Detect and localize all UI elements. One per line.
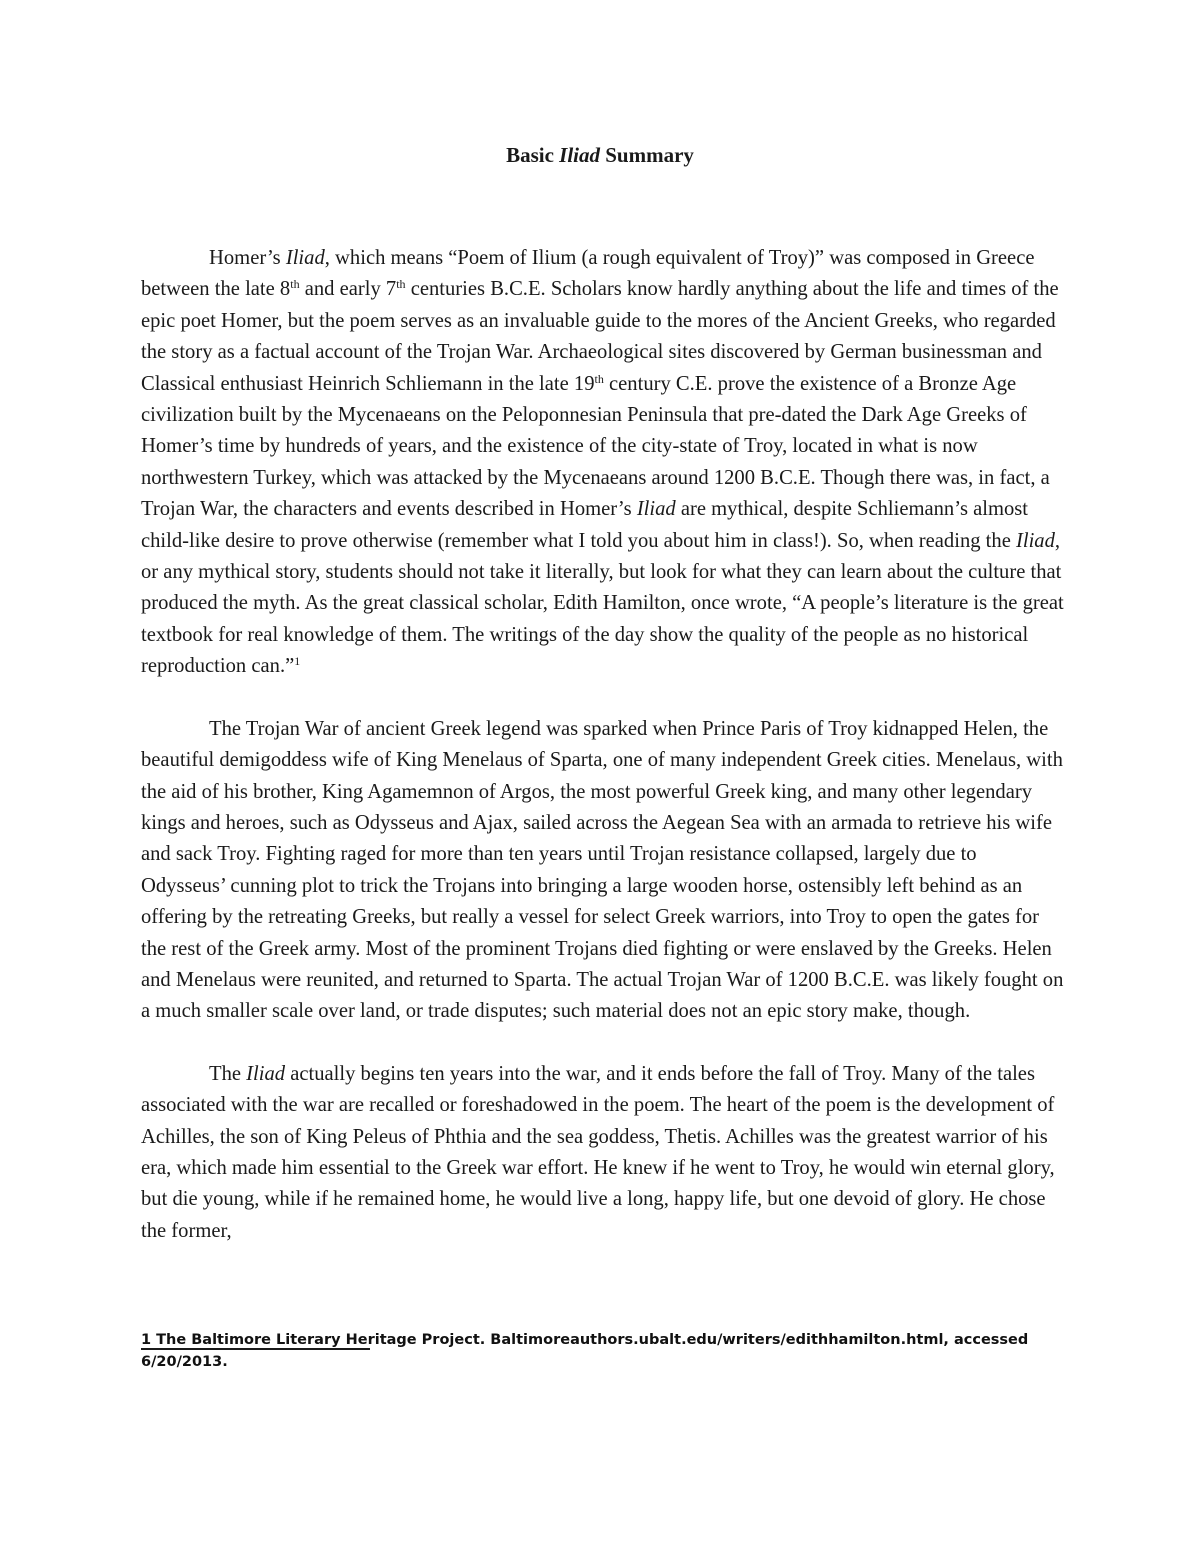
text-run: and early 7 — [299, 278, 397, 301]
text-run: , or any mythical story, students should not take it literally, but look for what they can learn about the culture that produced the myth. As the great classical scholar, Edith Hamilton, once wrote, “A people’s literature is the great textbook for real knowledge of them. The writings of the day show the quality of the people as no historical reproduction can.” — [141, 529, 1064, 678]
footnote — [141, 1330, 1041, 1373]
title-suffix: Summary — [600, 143, 694, 167]
body-paragraph — [141, 243, 1066, 683]
text-run: , which means “Poem of Ilium (a rough equivalent of Troy)” was composed in Greece between the late 8 — [141, 247, 1035, 301]
text-run: actually begins ten years into the war, and it ends before the fall of Troy. Many of the tales associated with the war are recalled or foreshadowed in the poem. The heart of the poem is the development of Achilles, the son of King Peleus of Phthia and the sea goddess, Thetis. Achilles was the greatest warrior of his era, which made him essential to the Greek war effort. He knew if he went to Troy, he would win eternal glory, but die young, while if he remained home, he would live a long, happy life, but one devoid of glory. He chose the former, — [141, 1062, 1055, 1242]
text-run: are mythical, despite Schliemann’s almost child-like desire to prove otherwise (remember what I told you about him in class!). So, when reading the — [141, 498, 1029, 552]
text-run: Homer’s — [209, 247, 286, 269]
text-run: The — [209, 1062, 247, 1085]
document-title — [0, 143, 1200, 168]
body-paragraph — [141, 714, 1066, 1028]
italic-title: Iliad — [1016, 529, 1055, 552]
superscript: th — [594, 371, 604, 386]
document-body — [141, 243, 1066, 1247]
superscript: th — [396, 277, 406, 292]
text-run: centuries B.C.E. Scholars know hardly anything about the life and times of the epic poet Homer, but the poem serves as an invaluable guide to the mores of the Ancient Greeks, who regarded the story as a factual account of the Trojan War. Archaeological sites discovered by German businessman and Classical enthusiast Heinrich Schliemann in the late 19 — [141, 278, 1059, 395]
title-prefix: Basic — [506, 143, 560, 167]
text-run: The Trojan War of ancient Greek legend was sparked when Prince Paris of Troy kidnapped Helen, the beautiful demigoddess wife of King Menelaus of Sparta, one of many independent Greek cities. Menelaus, with the aid of his brother, King Agamemnon of Argos, the most powerful Greek king, and many other legendary kings and heroes, such as Odysseus and Ajax, sailed across the Aegean Sea with an armada to retrieve his wife and sack Troy. Fighting raged for more than ten years until Trojan resistance collapsed, largely due to Odysseus’ cunning plot to trick the Trojans into bringing a large wooden horse, ostensibly left behind as an offering by the retreating Greeks, but really a vessel for select Greek warriors, into Troy to open the gates for the rest of the Greek army. Most of the prominent Trojans died fighting or were enslaved by the Greeks. Helen and Menelaus were reunited, and returned to Sparta. The actual Trojan War of 1200 B.C.E. was likely fought on a much smaller scale over land, or trade disputes; such material does not an epic story make, though. — [141, 717, 1064, 1023]
superscript: th — [290, 277, 300, 292]
footnote-line-1: 1 The Baltimore Literary Heritage Project. Baltimoreauthors.ubalt.edu/writers/edithhamilton.html, accessed — [141, 1332, 1029, 1348]
italic-title: Iliad — [285, 247, 325, 269]
footnote-line-2: 6/20/2013. — [141, 1353, 228, 1370]
italic-title: Iliad — [246, 1062, 286, 1085]
title-italic: Iliad — [559, 143, 600, 167]
text-run: century C.E. prove the existence of a Bronze Age civilization built by the Mycenaeans on the Peloponnesian Peninsula that pre-dated the Dark Age Greeks of Homer’s time by hundreds of years, and the existence of the city-state of Troy, located in what is now northwestern Turkey, which was attacked by the Mycenaeans around 1200 B.C.E. Though there was, in fact, a Trojan War, the characters and events described in Homer’s — [141, 372, 1050, 521]
body-paragraph — [141, 1059, 1066, 1247]
superscript: 1 — [294, 654, 301, 669]
italic-title: Iliad — [636, 498, 676, 521]
